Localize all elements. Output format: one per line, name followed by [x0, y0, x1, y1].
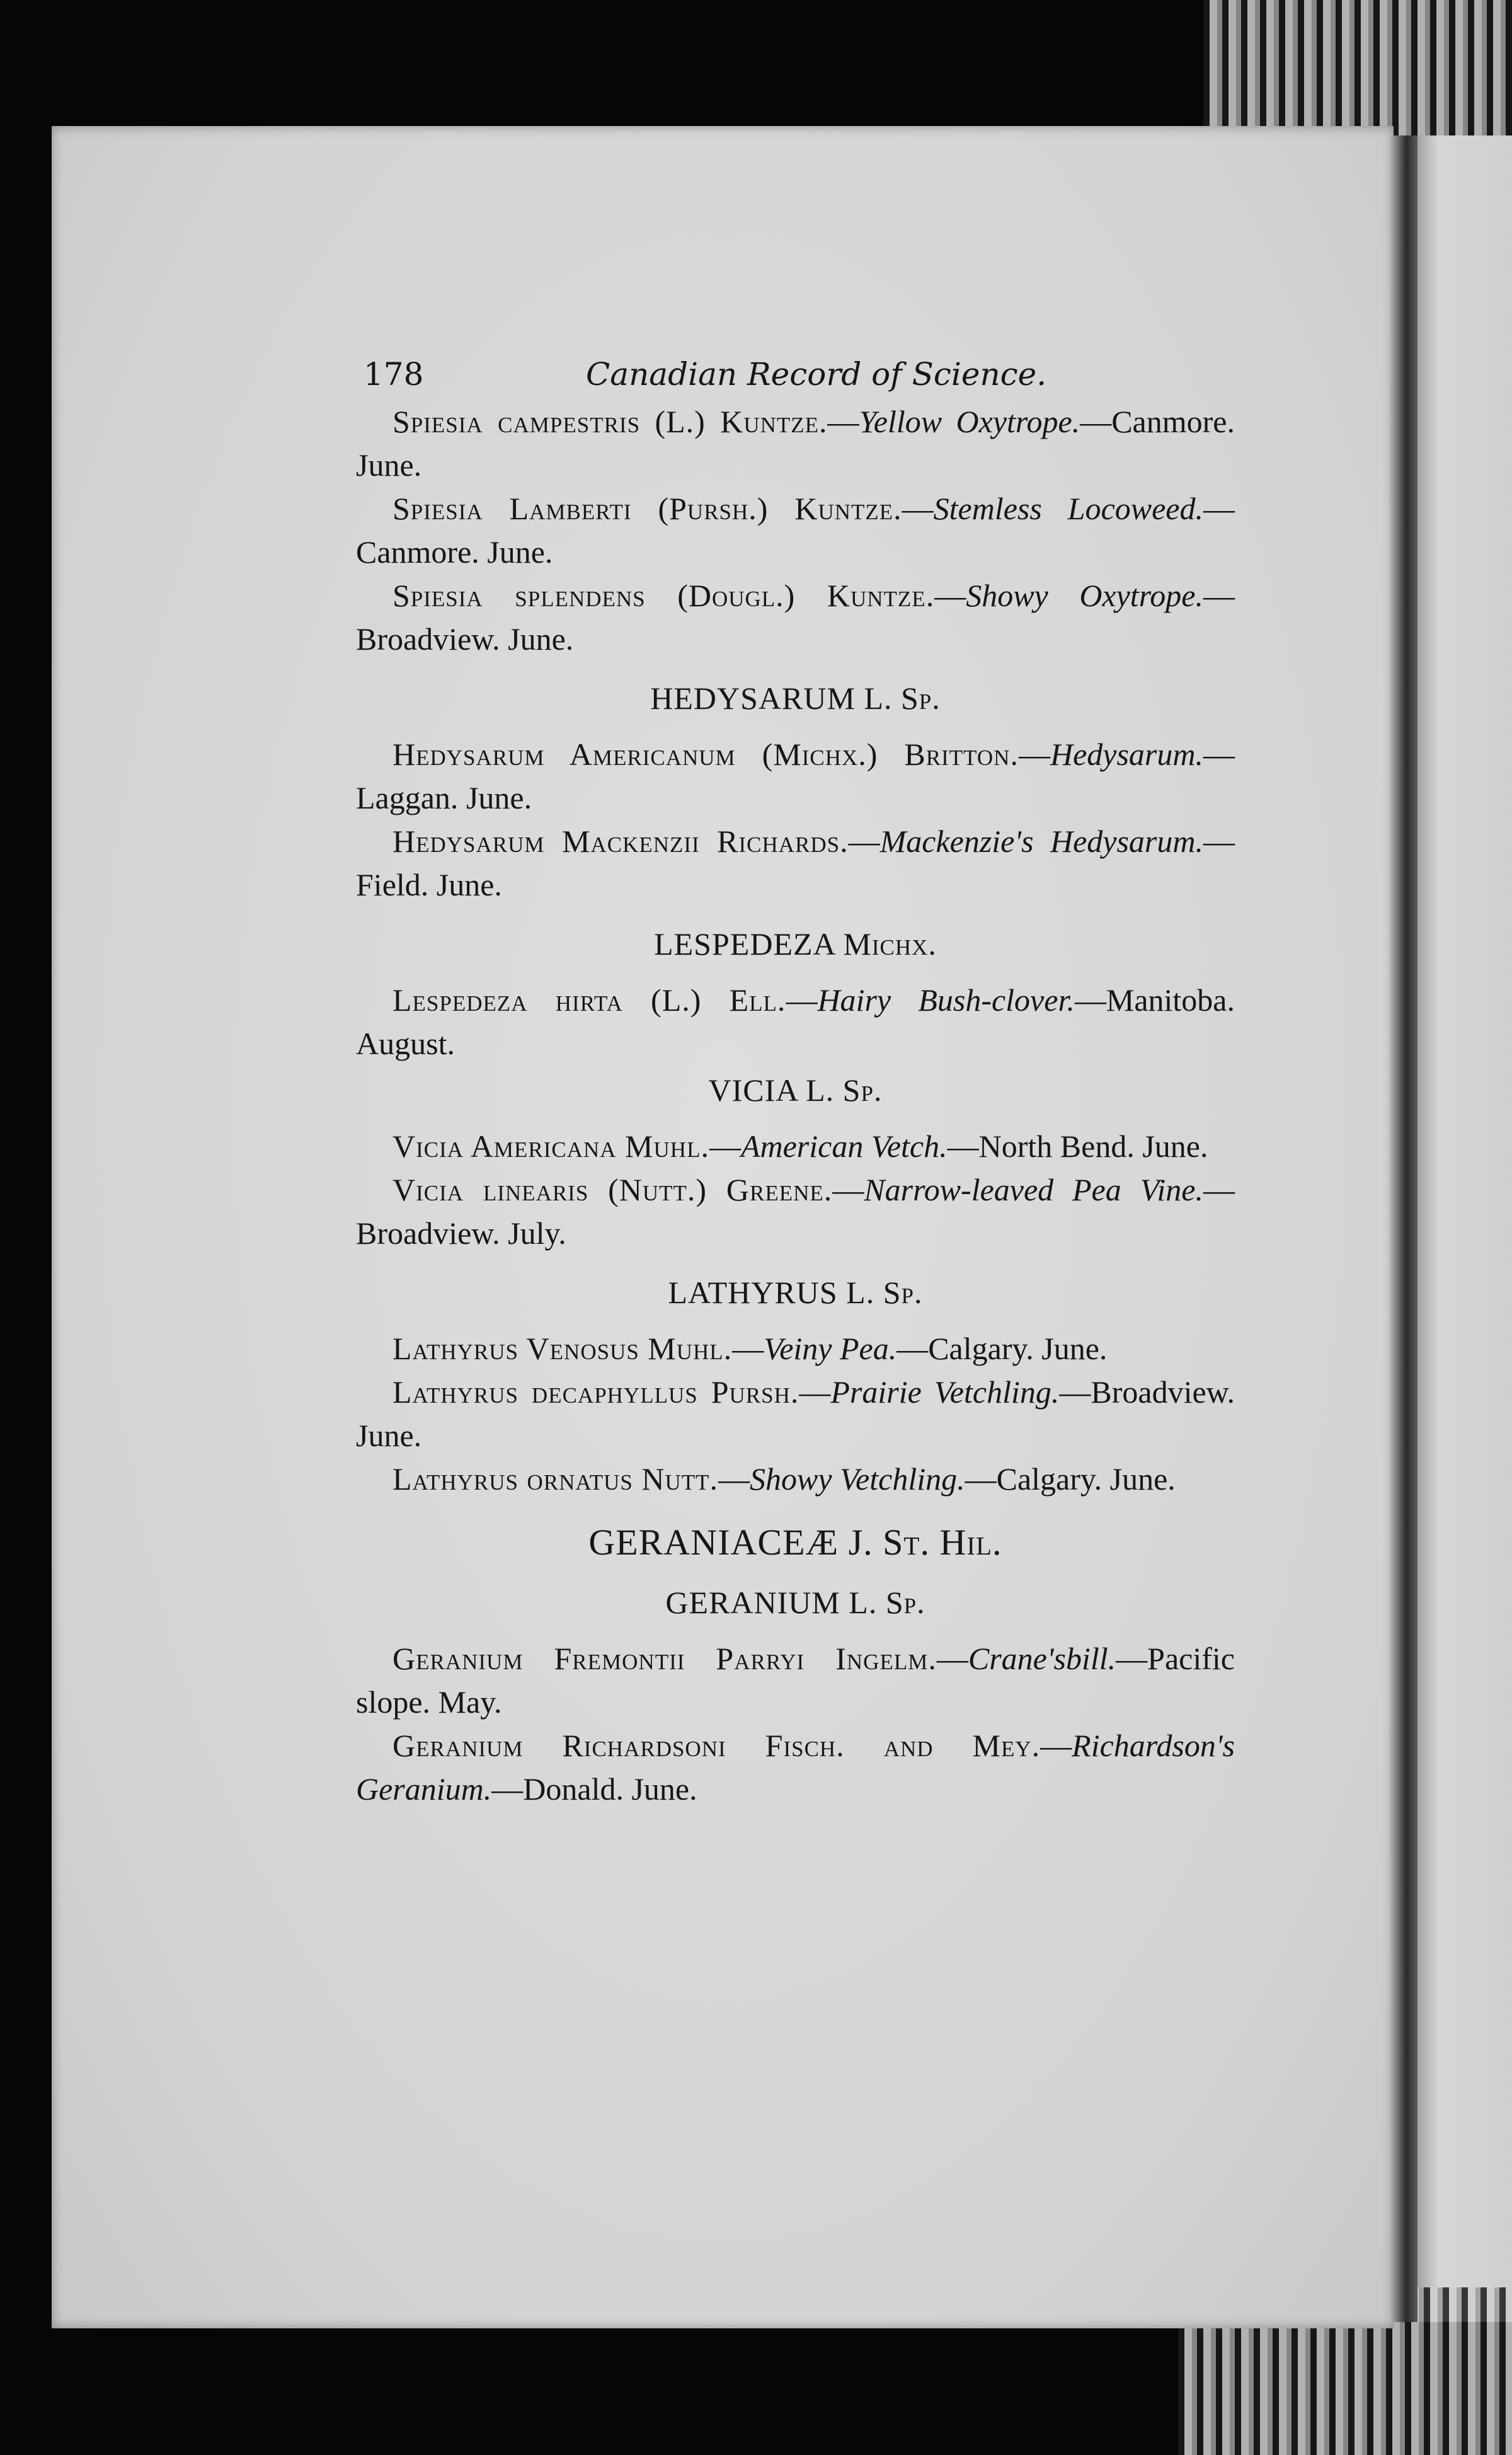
common-name: Yellow Oxytrope.	[859, 404, 1080, 439]
species-name: Spiesia Lamberti (Pursh.) Kuntze.	[392, 491, 902, 526]
genus-name: LESPEDEZA	[654, 926, 835, 962]
species-name: Lathyrus Venosus Muhl.	[392, 1331, 733, 1366]
locality-date: —Calgary. June.	[896, 1331, 1108, 1366]
genus-heading	[356, 922, 1235, 966]
species-name: Hedysarum Americanum (Michx.) Britton.	[392, 737, 1019, 772]
locality-date: —North Bend. June.	[947, 1129, 1208, 1164]
species-name: Lathyrus decaphyllus Pursh.	[392, 1374, 799, 1410]
common-name: American Vetch.	[740, 1129, 948, 1164]
species-entry: Spiesia Lamberti (Pursh.) Kuntze.—Stemless Locoweed.—Canmore. June.	[356, 491, 1235, 570]
species-entry: Lespedeza hirta (L.) Ell.—Hairy Bush-clover.—Manitoba. August.	[356, 982, 1235, 1061]
locality-date: —Canmore. June.	[356, 491, 1235, 570]
section-hedysarum	[356, 676, 1235, 907]
locality-date: —Calgary. June.	[965, 1461, 1176, 1497]
species-name: Geranium Richardsoni Fisch. and Mey.	[392, 1728, 1041, 1763]
genus-name: VICIA	[708, 1072, 798, 1108]
genus-authority: L. Sp.	[864, 681, 941, 716]
species-entry: Spiesia splendens (Dougl.) Kuntze.—Showy Oxytrope.—Broadview. June.	[356, 578, 1235, 657]
locality-date: —Broadview. June.	[356, 578, 1235, 657]
genus-authority: L. Sp.	[806, 1072, 883, 1108]
book-gutter	[1389, 135, 1418, 2322]
locality-date: —Donald. June.	[491, 1771, 697, 1807]
species-name: Geranium Fremontii Parryi Ingelm.	[392, 1641, 937, 1676]
genus-heading	[356, 1068, 1235, 1112]
facing-page-edge-top	[1203, 0, 1512, 135]
common-name: Showy Oxytrope.	[966, 578, 1203, 613]
genus-name: GERANIUM	[665, 1585, 840, 1620]
section-lespedeza	[356, 922, 1235, 1066]
running-head	[356, 350, 1235, 400]
species-entry: Geranium Richardsoni Fisch. and Mey.—Richardson's Geranium.—Donald. June.	[356, 1728, 1235, 1807]
species-name: Spiesia campestris (L.) Kuntze.	[392, 404, 828, 439]
facing-page-edge	[1414, 135, 1512, 2322]
species-entry: Spiesia campestris (L.) Kuntze.—Yellow Oxytrope.—Canmore. June.	[356, 404, 1235, 483]
species-entry: Hedysarum Americanum (Michx.) Britton.—Hedysarum.—Laggan. June.	[356, 737, 1235, 815]
species-name: Vicia linearis (Nutt.) Greene.	[392, 1172, 833, 1207]
common-name: Richardson's Geranium.	[356, 1728, 1235, 1807]
common-name: Showy Vetchling.	[750, 1461, 965, 1497]
genus-authority: L. Sp.	[849, 1585, 925, 1620]
species-name: Lespedeza hirta (L.) Ell.	[392, 982, 786, 1018]
genus-name: HEDYSARUM	[650, 681, 856, 716]
genus-heading	[356, 1270, 1235, 1314]
species-entry: Lathyrus Venosus Muhl.—Veiny Pea.—Calgary. June.	[392, 1331, 1108, 1366]
common-name: Stemless Locoweed.	[933, 491, 1203, 526]
common-name: Hairy Bush-clover.	[817, 982, 1075, 1018]
common-name: Prairie Vetchling.	[830, 1374, 1060, 1410]
locality-date: —Broadview. June.	[356, 1374, 1235, 1453]
locality-date: —Laggan. June.	[356, 737, 1235, 815]
page-text-block	[356, 350, 1235, 1811]
species-name: Vicia Americana Muhl.	[392, 1129, 709, 1164]
species-entry: Vicia linearis (Nutt.) Greene.—Narrow-leaved Pea Vine.—Broadview. July.	[356, 1172, 1235, 1251]
genus-heading	[356, 1580, 1235, 1624]
common-name: Mackenzie's Hedysarum.	[879, 824, 1203, 859]
locality-date: —Field. June.	[356, 824, 1235, 902]
common-name: Narrow-leaved Pea Vine.	[864, 1172, 1203, 1207]
species-entry: Lathyrus ornatus Nutt.—Showy Vetchling.—Calgary. June.	[392, 1461, 1176, 1497]
common-name: Crane'sbill.	[968, 1641, 1116, 1676]
species-entry: Lathyrus decaphyllus Pursh.—Prairie Vetchling.—Broadview. June.	[356, 1374, 1235, 1453]
section-geranium	[356, 1580, 1235, 1811]
species-name: Spiesia splendens (Dougl.) Kuntze.	[392, 578, 935, 613]
family-authority: J. St. Hil.	[848, 1522, 1002, 1563]
genus-heading	[356, 676, 1235, 720]
genus-authority: L. Sp.	[846, 1275, 923, 1310]
species-entry: Hedysarum Mackenzii Richards.—Mackenzie's Hedysarum.—Field. June.	[356, 824, 1235, 902]
journal-title: Canadian Record of Science.	[586, 356, 1047, 393]
section-lathyrus	[356, 1270, 1235, 1501]
species-entry: Vicia Americana Muhl.—American Vetch.—North Bend. June.	[392, 1129, 1208, 1164]
genus-authority: Michx.	[843, 926, 937, 962]
section-vicia	[356, 1068, 1235, 1255]
locality-date: —Broadview. July.	[356, 1172, 1235, 1251]
locality-date: —Canmore. June.	[356, 404, 1235, 483]
species-entry: Geranium Fremontii Parryi Ingelm.—Crane'sbill.—Pacific slope. May.	[356, 1641, 1235, 1720]
locality-date: —Pacific slope. May.	[356, 1641, 1235, 1720]
page-number: 178	[364, 356, 424, 393]
species-name: Lathyrus ornatus Nutt.	[392, 1461, 719, 1497]
genus-name: LATHYRUS	[668, 1275, 838, 1310]
family-heading	[356, 1519, 1235, 1567]
family-name: GERANIACEÆ	[588, 1522, 839, 1563]
species-name: Hedysarum Mackenzii Richards.	[392, 824, 849, 859]
common-name: Veiny Pea.	[764, 1331, 897, 1366]
common-name: Hedysarum.	[1050, 737, 1203, 772]
section-spiesia	[356, 400, 1235, 661]
locality-date: —Manitoba. August.	[356, 982, 1235, 1061]
